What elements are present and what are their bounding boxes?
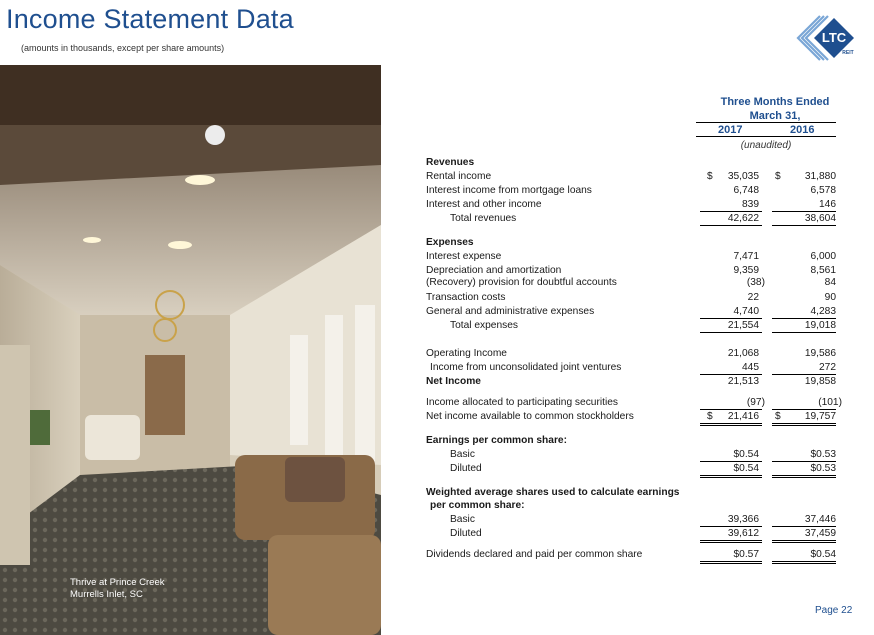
row-other-income: Interest and other income 839 146 xyxy=(426,199,836,210)
row-participating-securities: Income allocated to participating securities (97) (101) xyxy=(426,397,842,408)
logo-subtext: REIT xyxy=(842,50,854,56)
logo-text: LTC xyxy=(821,30,847,45)
row-depreciation: Depreciation and amortization 9,359 8,561 xyxy=(426,265,836,276)
row-rental-income: Rental income $ 35,035 $ 31,880 xyxy=(426,171,836,182)
page-subtitle: (amounts in thousands, except per share amounts) xyxy=(21,43,225,53)
unaudited-label: (unaudited) xyxy=(740,140,792,151)
page-number: Page 22 xyxy=(815,605,853,616)
eps-heading: Earnings per common share: xyxy=(426,435,567,446)
row-net-income-common: Net income available to common stockholders $ 21,416 $ 19,757 xyxy=(426,411,836,422)
row-interest-expense: Interest expense 7,471 6,000 xyxy=(426,251,836,262)
row-total-expenses: Total expenses 21,554 19,018 xyxy=(450,320,836,331)
row-net-income: Net Income 21,513 19,858 xyxy=(426,376,836,387)
row-eps-diluted: Diluted $0.54 $0.53 xyxy=(450,463,836,474)
period-line2: March 31, xyxy=(749,110,801,122)
row-total-revenues: Total revenues 42,622 38,604 xyxy=(450,213,836,224)
row-general-admin: General and administrative expenses 4,740 4,283 xyxy=(426,306,836,317)
row-operating-income: Operating Income 21,068 19,586 xyxy=(426,348,836,359)
ltc-logo xyxy=(790,14,860,62)
caption-line1: Thrive at Prince Creek xyxy=(70,577,165,588)
weighted-shares-heading: Weighted average shares used to calculate earnings xyxy=(426,487,680,498)
revenues-heading: Revenues xyxy=(426,157,475,168)
row-doubtful-accounts: (Recovery) provision for doubtful accounts (38) 84 xyxy=(426,277,836,288)
weighted-shares-heading-2: per common share: xyxy=(430,500,525,511)
row-shares-basic: Basic 39,366 37,446 xyxy=(450,514,836,525)
year-2016: 2016 xyxy=(790,124,815,136)
lobby-photo xyxy=(0,65,381,635)
row-dividends: Dividends declared and paid per common share $0.57 $0.54 xyxy=(426,549,836,560)
page-title: Income Statement Data xyxy=(6,4,294,34)
row-shares-diluted: Diluted 39,612 37,459 xyxy=(450,528,836,539)
row-eps-basic: Basic $0.54 $0.53 xyxy=(450,449,836,460)
row-joint-ventures: Income from unconsolidated joint ventures 445 272 xyxy=(430,362,836,373)
period-header xyxy=(690,95,860,123)
row-transaction-costs: Transaction costs 22 90 xyxy=(426,292,836,303)
year-header xyxy=(696,122,836,137)
year-2017: 2017 xyxy=(718,124,743,136)
expenses-heading: Expenses xyxy=(426,237,474,248)
photo-caption xyxy=(70,577,165,601)
period-line1: Three Months Ended xyxy=(720,96,830,108)
caption-line2: Murrells Inlet, SC xyxy=(70,589,143,600)
row-mortgage-income: Interest income from mortgage loans 6,748 6,578 xyxy=(426,185,836,196)
